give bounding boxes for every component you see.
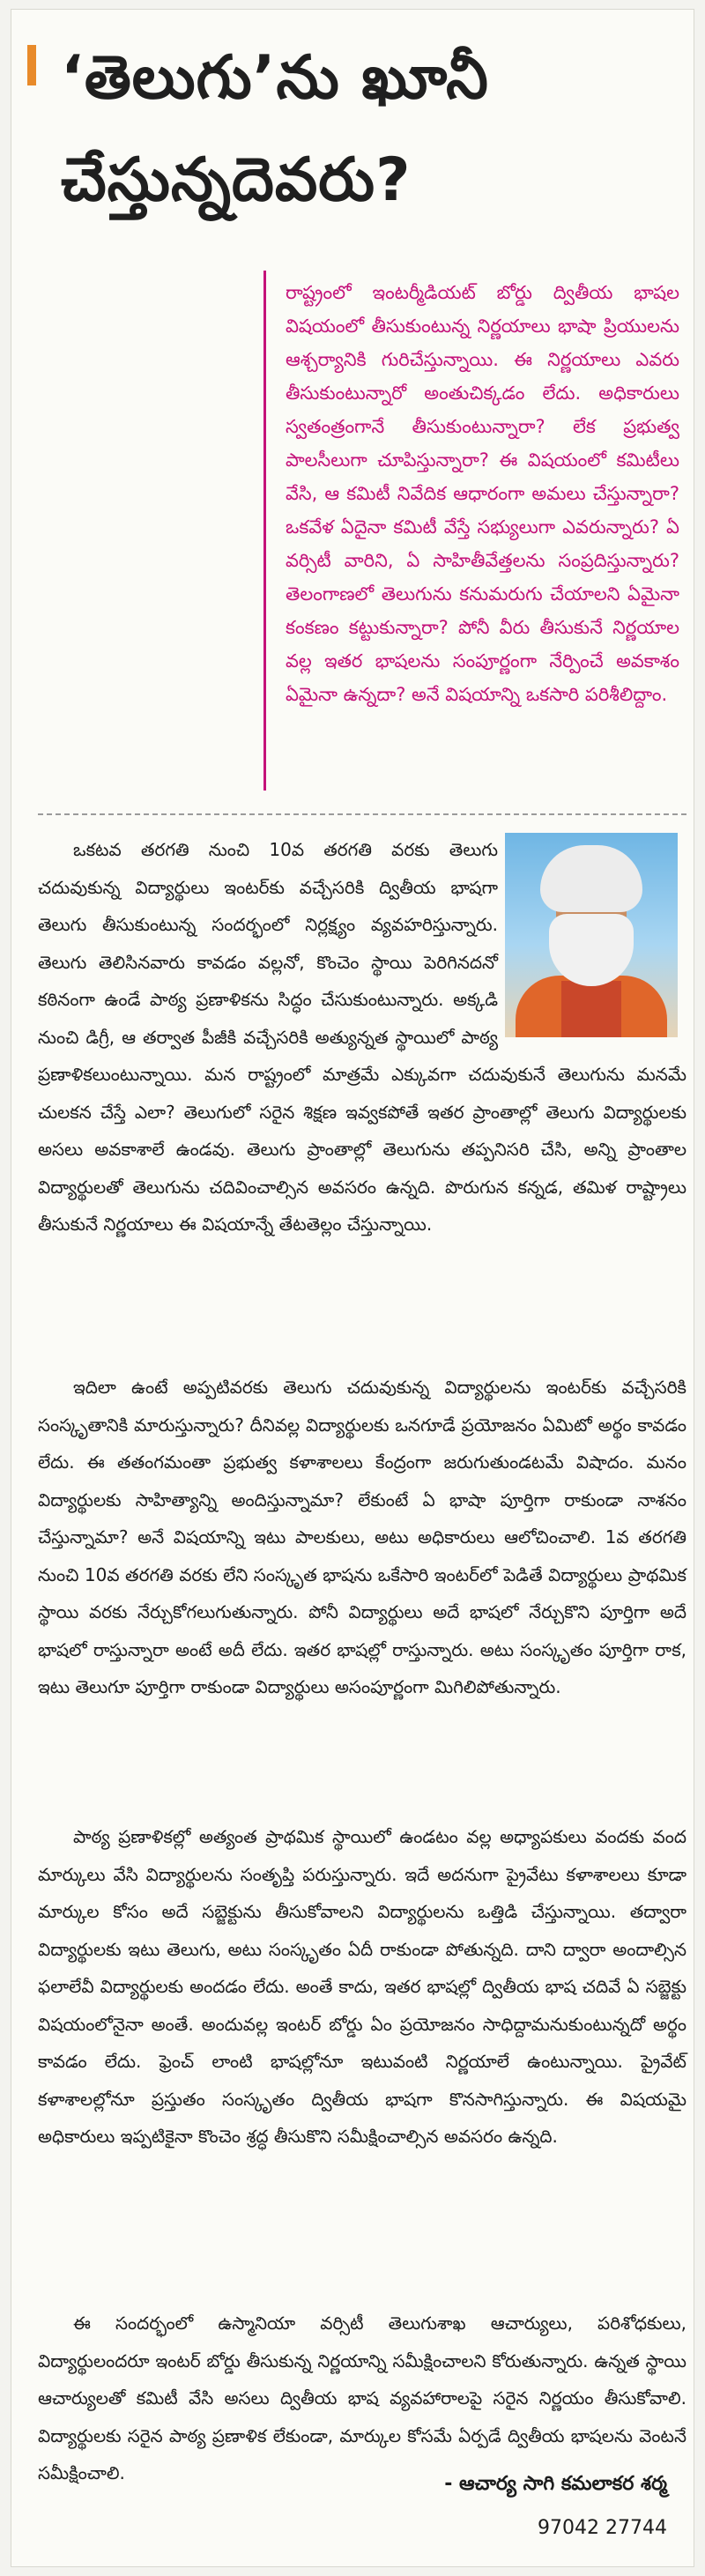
newspaper-article [11,9,694,2567]
article-paragraph-1 [38,831,686,1243]
headline-accent-bar [27,45,36,85]
article-paragraph-2 [38,1369,686,1706]
author-phone-number: 97042 27744 [538,2517,667,2539]
paragraph-text: పాఠ్య ప్రణాళికల్లో అత్యంత ప్రాథమిక స్థాయిలో ఉండటం వల్ల అధ్యాపకులు వందకు వంద మార్కులు వేసి విద్యార్థులను సంతృప్తి పరుస్తున్నారు. ఇదే అదనుగా ప్రైవేటు కళాశాలలు కూడా మార్కుల కోసం అదే సబ్జెక్టును తీసుకోవాలని విద్యార్థులను ఒత్తిడి చేస్తున్నాయి. తద్వారా విద్యార్థులకు ఇటు తెలుగు, అటు సంస్కృతం ఏదీ రాకుండా పోతున్నది. దాని ద్వారా అందాల్సిన ఫలాలేవీ విద్యార్థులకు అందడం లేదు. అంతే కాదు, ఇతర భాషల్లో ద్వితీయ భాష చదివే ఏ సబ్జెక్టు విషయంలోనైనా అంతే. అందువల్ల ఇంటర్ బోర్డు ఏం ప్రయోజనం సాధిద్దామనుకుంటున్నదో అర్థం కావడం లేదు. ఫ్రెంచ్ లాంటి భాషల్లోనూ ఇటువంటి నిర్ణయాలే ఉంటున్నాయి. ప్రైవేట్ కళాశాలల్లోనూ ప్రస్తుతం సంస్కృతం ద్వితీయ భాషగా కొనసాగిస్తున్నారు. ఈ విషయమై అధికారులు ఇప్పటికైనా కొంచెం శ్రద్ధ తీసుకొని సమీక్షించాల్సిన అవసరం ఉన్నది. [38,1826,686,2147]
article-paragraph-4 [38,2305,686,2492]
article-headline: ‘తెలుగు’ను ఖూనీ చేస్తున్నదెవరు? [61,43,489,215]
paragraph-text: ఇదిలా ఉంటే అప్పటివరకు తెలుగు చదువుకున్న విద్యార్థులను ఇంటర్‌కు వచ్చేసరికి సంస్కృతానికి మారుస్తున్నారు? దీనివల్ల విద్యార్థులకు ఒనగూడే ప్రయోజనం ఏమిటో అర్థం కావడం లేదు. ఈ తతంగమంతా ప్రభుత్వ కళాశాలలు కేంద్రంగా జరుగుతుండటమే విషాదం. మనం విద్యార్థులకు సాహిత్యాన్ని అందిస్తున్నామా? లేకుంటే ఏ భాషా పూర్తిగా రాకుండా నాశనం చేస్తున్నామా? అనే విషయాన్ని ఇటు పాలకులు, అటు అధికారులు ఆలోచించాలి. 1వ తరగతి నుంచి 10వ తరగతి వరకు లేని సంస్కృత భాషను ఒకేసారి ఇంటర్‌లో పెడితే విద్యార్థులు ప్రాథమిక స్థాయి వరకు నేర్చుకోగలుగుతున్నారు. పోనీ విద్యార్థులు అదే భాషలో నేర్చుకొని పూర్తిగా అదే భాషలో రాస్తున్నారా అంటే అదీ లేదు. ఇతర భాషల్లో రాస్తున్నారు. అటు సంస్కృతం పూర్తిగా రాక, ఇటు తెలుగూ పూర్తిగా రాకుండా విద్యార్థులు అసంపూర్ణంగా మిగిలిపోతున్నారు. [38,1377,686,1697]
article-intro-box [263,271,686,791]
section-divider [38,813,686,815]
author-signature: - ఆచార్య సాగి కమలాకర శర్మ [444,2473,667,2495]
paragraph-text: ఒకటవ తరగతి నుంచి 10వ తరగతి వరకు తెలుగు చదువుకున్న విద్యార్థులు ఇంటర్‌కు వచ్చేసరికి ద్వితీయ భాషగా తెలుగు తీసుకుంటున్న సందర్భంలో నిర్లక్ష్యం వ్యవహరిస్తున్నారు. తెలుగు తెలిసినవారు కావడం వల్లనో, కొంచెం స్థాయి పెరిగినదనో కఠినంగా ఉండే పాఠ్య ప్రణాళికను సిద్ధం చేసుకుంటున్నారు. అక్కడి నుంచి డిగ్రీ, ఆ తర్వాత పీజీకి వచ్చేసరికి అత్యున్నత స్థాయిలో పాఠ్య ప్రణాళికలుంటున్నాయి. మన రాష్ట్రంలో మాత్రమే ఎక్కువగా చదువుకునే తెలుగును మనమే చులకన చేస్తే ఎలా? తెలుగులో సరైన శిక్షణ ఇవ్వకపోతే ఇతర ప్రాంతాల్లో తెలుగు విద్యార్థులకు అసలు అవకాశాలే ఉండవు. తెలుగు ప్రాంతాల్లో తెలుగును తప్పనిసరి చేసి, అన్ని ప్రాంతాల విద్యార్థులతో తెలుగును చదివించాల్సిన అవసరం ఉన్నది. పొరుగున కన్నడ, తమిళ రాష్ట్రాలు తీసుకునే నిర్ణయాలు ఈ విషయాన్నే తేటతెల్లం చేస్తున్నాయి. [38,839,686,1235]
paragraph-text: ఈ సందర్భంలో ఉస్మానియా వర్సిటీ తెలుగుశాఖ ఆచార్యులు, పరిశోధకులు, విద్యార్థులందరూ ఇంటర్ బోర్డు తీసుకున్న నిర్ణయాన్ని సమీక్షించాలని కోరుతున్నారు. ఉన్నత స్థాయి ఆచార్యులతో కమిటీ వేసి అసలు ద్వితీయ భాష వ్యవహారాలపై సరైన నిర్ణయం తీసుకోవాలి. విద్యార్థులకు సరైన పాఠ్య ప్రణాళిక లేకుండా, మార్కుల కోసమే ఏర్పడే ద్వితీయ భాషలను వెంటనే సమీక్షించాలి. [38,2312,686,2483]
article-paragraph-3 [38,1818,686,2156]
photo-wrap-spacer [498,831,686,1051]
article-intro-text: రాష్ట్రంలో ఇంటర్మీడియట్ బోర్డు ద్వితీయ భాషల విషయంలో తీసుకుంటున్న నిర్ణయాలు భాషా ప్రియులను ఆశ్చర్యానికి గురిచేస్తున్నాయి. ఈ నిర్ణయాలు ఎవరు తీసుకుంటున్నారో అంతుచిక్కడం లేదు. అధికారులు స్వతంత్రంగానే తీసుకుంటున్నారా? లేక ప్రభుత్వ పాలసీలుగా చూపిస్తున్నారా? ఈ విషయంలో కమిటీలు వేసి, ఆ కమిటీ నివేదిక ఆధారంగా అమలు చేస్తున్నారా? ఒకవేళ ఏదైనా కమిటీ వేస్తే సభ్యులుగా ఎవరున్నారు? ఏ వర్సిటీ వారిని, ఏ సాహితీవేత్తలను సంప్రదిస్తున్నారు? తెలంగాణలో తెలుగును కనుమరుగు చేయాలని ఏమైనా కంకణం కట్టుకున్నారా? పోనీ వీరు తీసుకునే నిర్ణయాల వల్ల ఇతర భాషలను సంపూర్ణంగా నేర్పించే అవకాశం ఏమైనా ఉన్నదా? అనే విషయాన్ని ఒకసారి పరిశీలిద్దాం. [286,282,679,705]
